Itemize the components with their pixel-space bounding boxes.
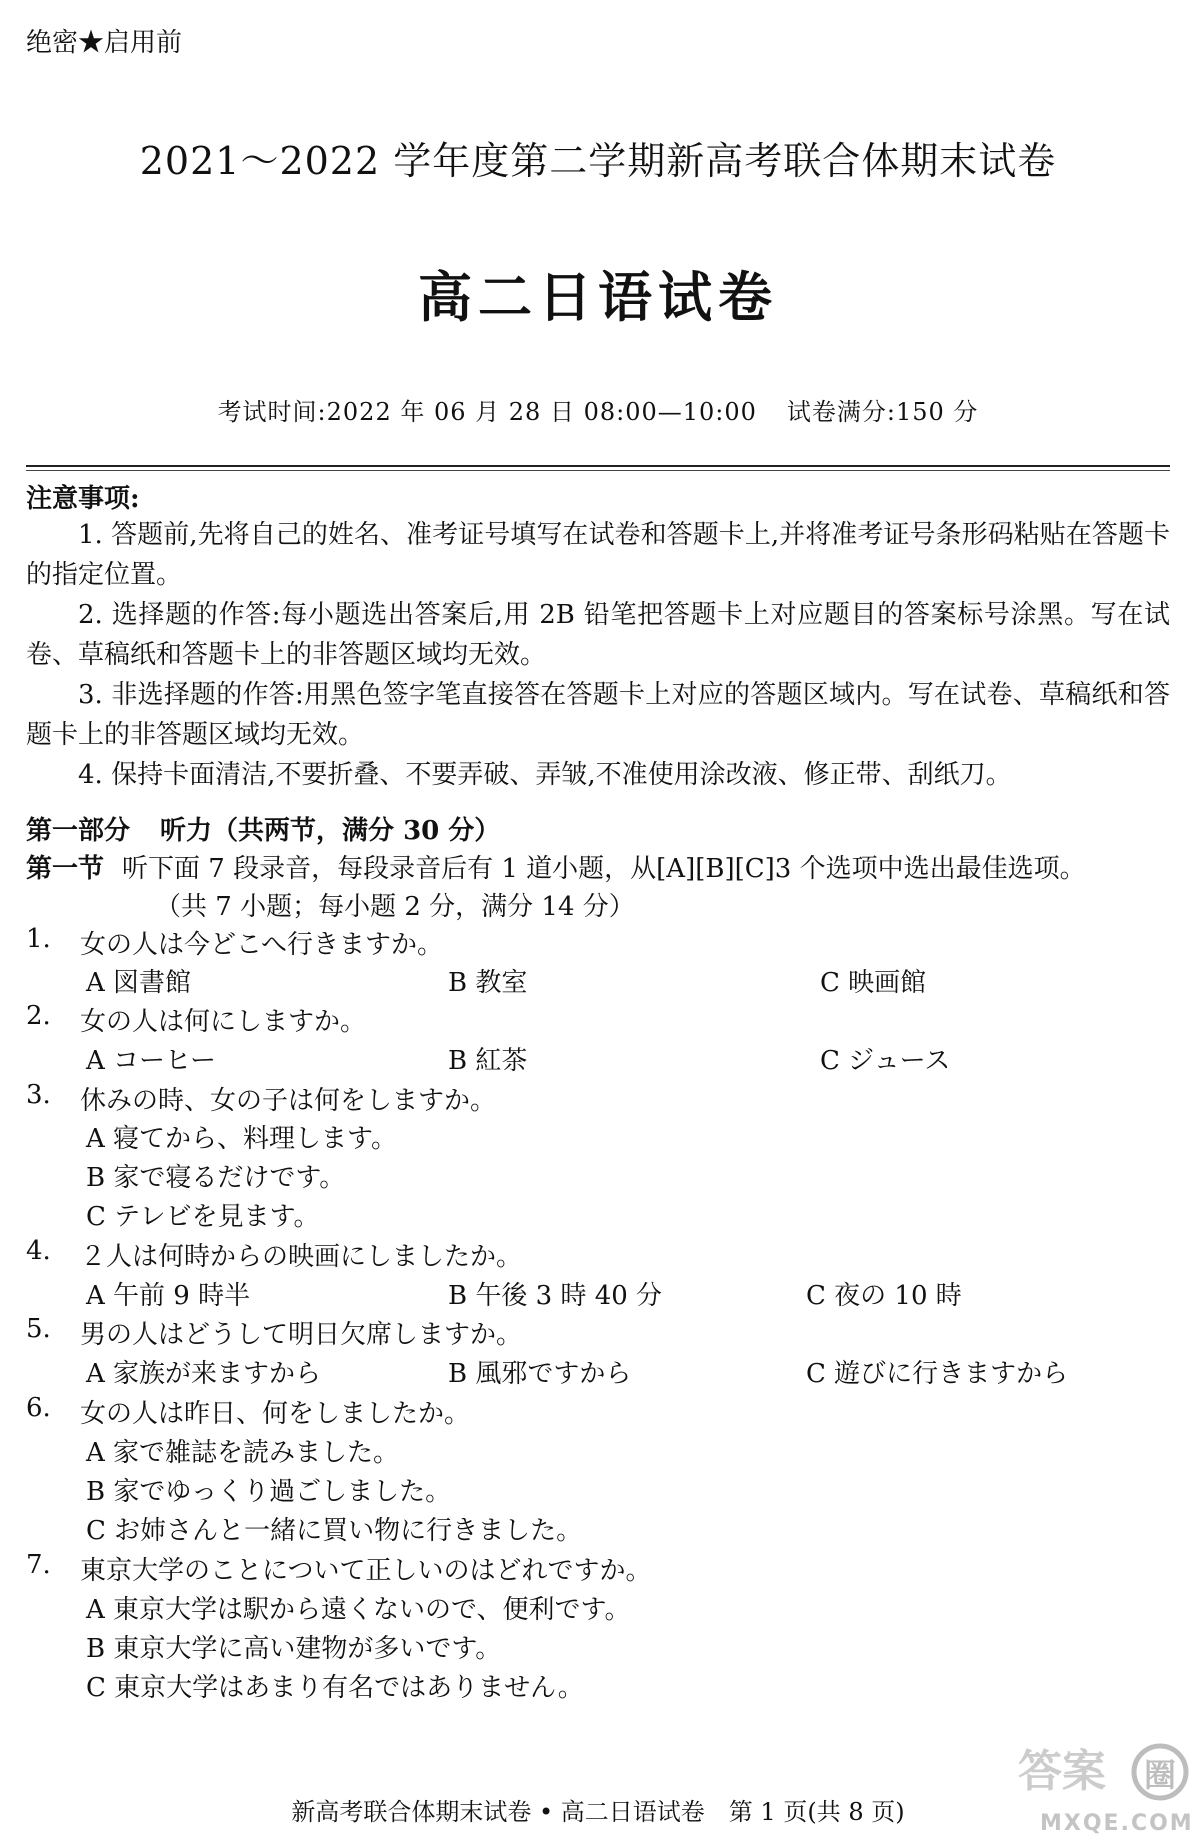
divider-line xyxy=(26,465,1170,467)
option-c: C 映画館 xyxy=(820,968,927,998)
option-b: B 家で寝るだけです。 xyxy=(86,1163,346,1193)
question-number: 4. xyxy=(26,1236,51,1266)
full-score: 试卷满分:150 分 xyxy=(786,398,979,426)
svg-text:圈: 圈 xyxy=(1144,1756,1177,1794)
question-number: 2. xyxy=(26,1001,51,1031)
option-b: B 東京大学に高い建物が多いです。 xyxy=(86,1634,502,1664)
section-heading xyxy=(26,848,1086,885)
option-c: C テレビを見ます。 xyxy=(86,1202,320,1232)
option-c: C ジュース xyxy=(820,1046,951,1076)
option-c: C お姉さんと一緒に買い物に行きました。 xyxy=(86,1516,583,1546)
question-number: 3. xyxy=(26,1080,51,1110)
option-a: A 図書館 xyxy=(86,968,192,998)
option-a: A 寝てから、料理します。 xyxy=(86,1124,397,1154)
exam-info xyxy=(0,392,1196,427)
svg-text:MXQE.COM: MXQE.COM xyxy=(1040,1811,1190,1836)
exam-title: 2021～2022 学年度第二学期新高考联合体期末试卷 xyxy=(139,139,1057,183)
page-footer: 新高考联合体期末试卷 • 高二日语试卷 第 1 页(共 8 页) xyxy=(291,1798,905,1826)
option-b: B 教室 xyxy=(448,968,528,998)
question-text: 休みの時、女の子は何をしますか。 xyxy=(80,1086,497,1116)
option-a: A 午前 9 時半 xyxy=(86,1281,251,1311)
notes-title: 注意事项: xyxy=(26,484,140,514)
question-text: 東京大学のことについて正しいのはどれですか。 xyxy=(80,1556,652,1586)
part-label: 第一部分 xyxy=(26,816,131,846)
notes-list xyxy=(26,515,1170,795)
note-item: 1. 答题前,先将自己的姓名、准考证号填写在试卷和答题卡上,并将准考证号条形码粘贴在答题卡的指定位置。 xyxy=(26,520,1170,590)
divider-line xyxy=(26,470,1170,471)
option-c: C 夜の 10 時 xyxy=(806,1281,962,1311)
paper-title: 高二日语试卷 xyxy=(418,266,778,329)
option-b: B 家でゆっくり過ごしました。 xyxy=(86,1477,452,1507)
option-b: B 午後 3 時 40 分 xyxy=(448,1281,663,1311)
question-text: 女の人は昨日、何をしましたか。 xyxy=(80,1399,471,1429)
option-b: B 紅茶 xyxy=(448,1046,528,1076)
section-instruction: 听下面 7 段录音，每段录音后有 1 道小题，从[A][B][C]3 个选项中选出最佳选项。 xyxy=(122,854,1086,884)
question-text: 女の人は今どこへ行きますか。 xyxy=(80,930,443,960)
question-text: 男の人はどうして明日欠席しますか。 xyxy=(80,1320,523,1350)
option-a: A 東京大学は駅から遠くないので、便利です。 xyxy=(86,1595,631,1625)
section-note: （共 7 小题；每小题 2 分，满分 14 分） xyxy=(155,892,635,922)
option-a: A 家族が来ますから xyxy=(86,1359,322,1389)
part-heading xyxy=(26,810,500,847)
question-number: 1. xyxy=(26,924,51,954)
note-item: 4. 保持卡面清洁,不要折叠、不要弄破、弄皱,不准使用涂改液、修正带、刮纸刀。 xyxy=(78,760,1012,790)
question-number: 5. xyxy=(26,1314,51,1344)
option-c: C 東京大学はあまり有名ではありません。 xyxy=(86,1673,584,1703)
option-b: B 風邪ですから xyxy=(448,1359,632,1389)
question-text: ２人は何時からの映画にしましたか。 xyxy=(80,1242,523,1272)
svg-text:答案: 答案 xyxy=(1018,1746,1106,1797)
option-a: A コーヒー xyxy=(86,1046,217,1076)
question-number: 6. xyxy=(26,1393,51,1423)
question-number: 7. xyxy=(26,1550,51,1580)
section-label: 第一节 xyxy=(26,854,105,884)
part-title: 听力（共两节，满分 30 分） xyxy=(160,816,501,846)
note-item: 3. 非选择题的作答:用黑色签字笔直接答在答题卡上对应的答题区域内。写在试卷、草稿纸和答题卡上的非答题区域均无效。 xyxy=(26,680,1170,750)
option-a: A 家で雑誌を読みました。 xyxy=(86,1438,400,1468)
exam-time: 考试时间:2022 年 06 月 28 日 08:00—10:00 xyxy=(217,398,757,426)
question-text: 女の人は何にしますか。 xyxy=(80,1007,367,1037)
note-item: 2. 选择题的作答:每小题选出答案后,用 2B 铅笔把答题卡上对应题目的答案标号涂黑。写在试卷、草稿纸和答题卡上的非答题区域均无效。 xyxy=(26,600,1170,670)
confidential-label: 绝密★启用前 xyxy=(26,28,183,58)
option-c: C 遊びに行きますから xyxy=(806,1359,1069,1389)
